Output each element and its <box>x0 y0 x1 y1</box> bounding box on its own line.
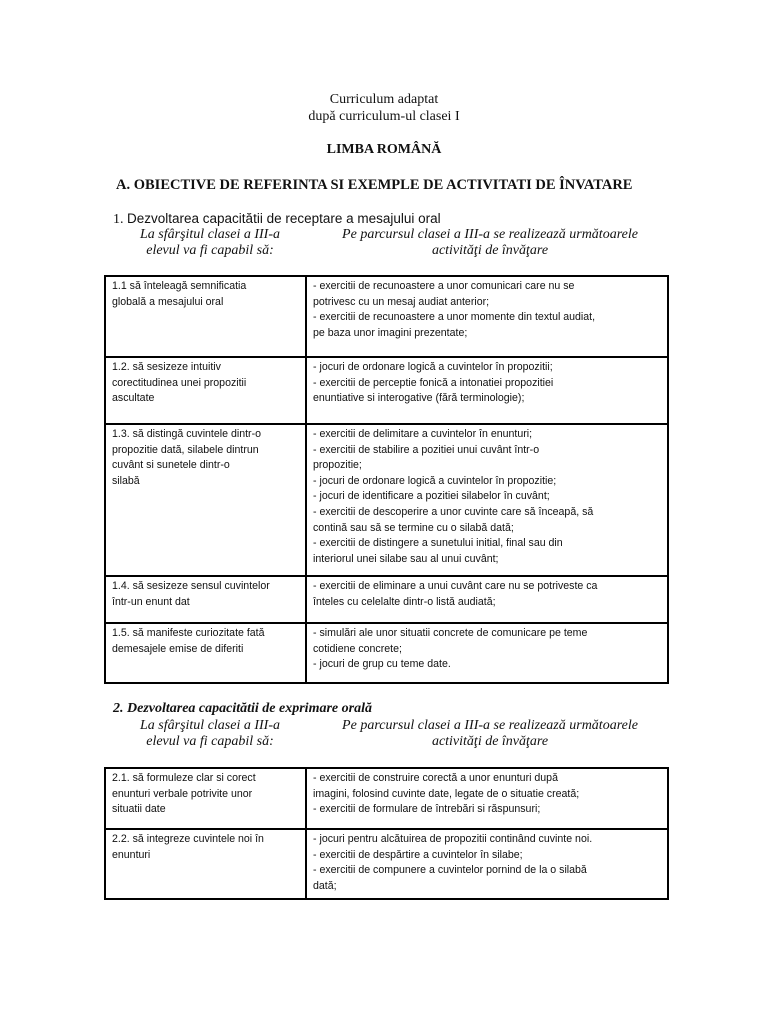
activity-text-line: - jocuri de grup cu teme date. <box>313 658 451 671</box>
table-row <box>105 424 668 576</box>
objective-text-line: enunturi verbale potrivite unor <box>112 787 253 800</box>
activity-cell <box>306 623 668 683</box>
objective-text-line: 1.1 să înteleagă semnificatia <box>112 280 247 292</box>
objective-1-heading <box>113 211 441 228</box>
objective-text-line: cuvânt si sunetele dintr-o <box>112 459 230 472</box>
objective-cell <box>105 768 306 829</box>
activity-cell <box>306 276 668 357</box>
activity-cell <box>306 829 668 899</box>
curriculum-title: Curriculum adaptat <box>329 92 439 107</box>
objective-cell <box>105 623 306 683</box>
objective-text-line: corectitudinea unei propozitii <box>112 376 247 389</box>
section-a-heading: A. OBIECTIVE DE REFERINTA SI EXEMPLE DE ACTIVITATI DE ÎNVATARE <box>116 177 633 193</box>
objective-text-line: demesajele emise de diferiti <box>112 642 244 655</box>
activity-text-line: - exercitii de despărtire a cuvintelor în silabe; <box>313 848 523 861</box>
activity-text-line: - exercitii de stabilire a pozitiei unui cuvânt într-o <box>313 443 540 456</box>
objective-1-title: Dezvoltarea capacitătii de receptare a mesajului oral <box>127 211 441 226</box>
objective-text-line: 1.2. să sesizeze intuitiv <box>112 361 221 373</box>
activity-text-line: - exercitii de recunoastere a unor comunicari care nu se <box>313 280 575 292</box>
activity-text-line: - exercitii de descoperire a unor cuvinte care să înceapă, să <box>313 505 594 518</box>
objective-text-line: ascultate <box>112 392 155 405</box>
activity-text-line: - exercitii de perceptie fonică a intonatiei propozitiei <box>313 376 554 389</box>
objective-text-line: 2.2. să integreze cuvintele noi în <box>112 833 264 845</box>
objective-2-table <box>104 767 669 900</box>
objective-2-heading: 2. Dezvoltarea capacitătii de exprimare orală <box>113 701 372 716</box>
objective-text-line: 2.1. să formuleze clar si corect <box>112 772 256 784</box>
activity-text-line: - exercitii de formulare de întrebări si răspunsuri; <box>313 803 541 816</box>
objective-1-table <box>104 275 669 684</box>
activity-text-line: enuntiative si interogative (fără terminologie); <box>313 392 525 405</box>
activity-text-line: interiorul unei silabe sau al unui cuvânt; <box>313 552 499 565</box>
objective-2-left-column-header: La sfârşitul clasei a III-a elevul va fi capabil să: <box>140 718 280 749</box>
objective-text-line: globală a mesajului oral <box>112 295 224 308</box>
activity-text-line: - jocuri de identificare a pozitiei silabelor în cuvânt; <box>313 490 550 503</box>
objective-1-left-column-header: La sfârşitul clasei a III-a elevul va fi capabil să: <box>140 227 280 258</box>
activity-text-line: - exercitii de eliminare a unui cuvânt care nu se potriveste ca <box>313 580 598 592</box>
activity-text-line: dată; <box>313 879 337 892</box>
objective-text-line: silabă <box>112 474 140 487</box>
table-row <box>105 357 668 424</box>
objective-cell <box>105 829 306 899</box>
table-row <box>105 829 668 899</box>
objective-cell <box>105 576 306 623</box>
activity-text-line: - jocuri de ordonare logică a cuvintelor în propozitie; <box>313 474 557 487</box>
activity-text-line: înteles cu celelalte dintr-o listă audiată; <box>313 595 496 608</box>
objective-2-right-column-header: Pe parcursul clasei a III-a se realizează următoarele activităţi de învăţare <box>342 718 638 749</box>
objective-1-right-column-header: Pe parcursul clasei a III-a se realizează următoarele activităţi de învăţare <box>342 227 638 258</box>
activity-text-line: - jocuri pentru alcătuirea de propozitii continând cuvinte noi. <box>313 833 593 845</box>
activity-cell <box>306 768 668 829</box>
activity-text-line: - exercitii de compunere a cuvintelor pornind de la o silabă <box>313 864 587 877</box>
activity-cell <box>306 357 668 424</box>
objective-text-line: propozitie dată, silabele dintrun <box>112 443 259 456</box>
objective-text-line: 1.3. să distingă cuvintele dintr-o <box>112 428 261 440</box>
activity-text-line: propozitie; <box>313 459 362 472</box>
activity-text-line: - exercitii de construire corectă a unor enunturi după <box>313 772 558 784</box>
activity-text-line: imagini, folosind cuvinte date, legate de o situatie creată; <box>313 787 580 800</box>
objective-1-number: 1. <box>113 212 124 227</box>
activity-text-line: pe baza unor imagini prezentate; <box>313 326 468 339</box>
activity-text-line: - jocuri de ordonare logică a cuvintelor în propozitii; <box>313 361 553 373</box>
objective-text-line: 1.5. să manifeste curiozitate fată <box>112 627 265 639</box>
table-row <box>105 576 668 623</box>
objective-text-line: situatii date <box>112 803 166 816</box>
activity-text-line: contină sau să se termine cu o silabă dată; <box>313 521 514 534</box>
table-row <box>105 276 668 357</box>
activity-text-line: - exercitii de delimitare a cuvintelor în enunturi; <box>313 428 533 440</box>
activity-text-line: potrivesc cu un mesaj audiat anterior; <box>313 295 490 308</box>
activity-text-line: - exercitii de distingere a sunetului initial, final sau din <box>313 537 563 550</box>
objective-text-line: într-un enunt dat <box>112 595 190 608</box>
activity-cell <box>306 576 668 623</box>
objective-text-line: enunturi <box>112 848 151 861</box>
curriculum-subtitle: după curriculum-ul clasei I <box>308 109 460 124</box>
activity-cell <box>306 424 668 576</box>
objective-cell <box>105 357 306 424</box>
objective-cell <box>105 276 306 357</box>
subject-title: LIMBA ROMÂNĂ <box>326 142 442 157</box>
objective-cell <box>105 424 306 576</box>
activity-text-line: - simulări ale unor situatii concrete de comunicare pe teme <box>313 627 588 639</box>
table-row <box>105 623 668 683</box>
objective-text-line: 1.4. să sesizeze sensul cuvintelor <box>112 580 270 592</box>
activity-text-line: - exercitii de recunoastere a unor momente din textul audiat, <box>313 311 596 324</box>
table-row <box>105 768 668 829</box>
activity-text-line: cotidiene concrete; <box>313 642 402 655</box>
